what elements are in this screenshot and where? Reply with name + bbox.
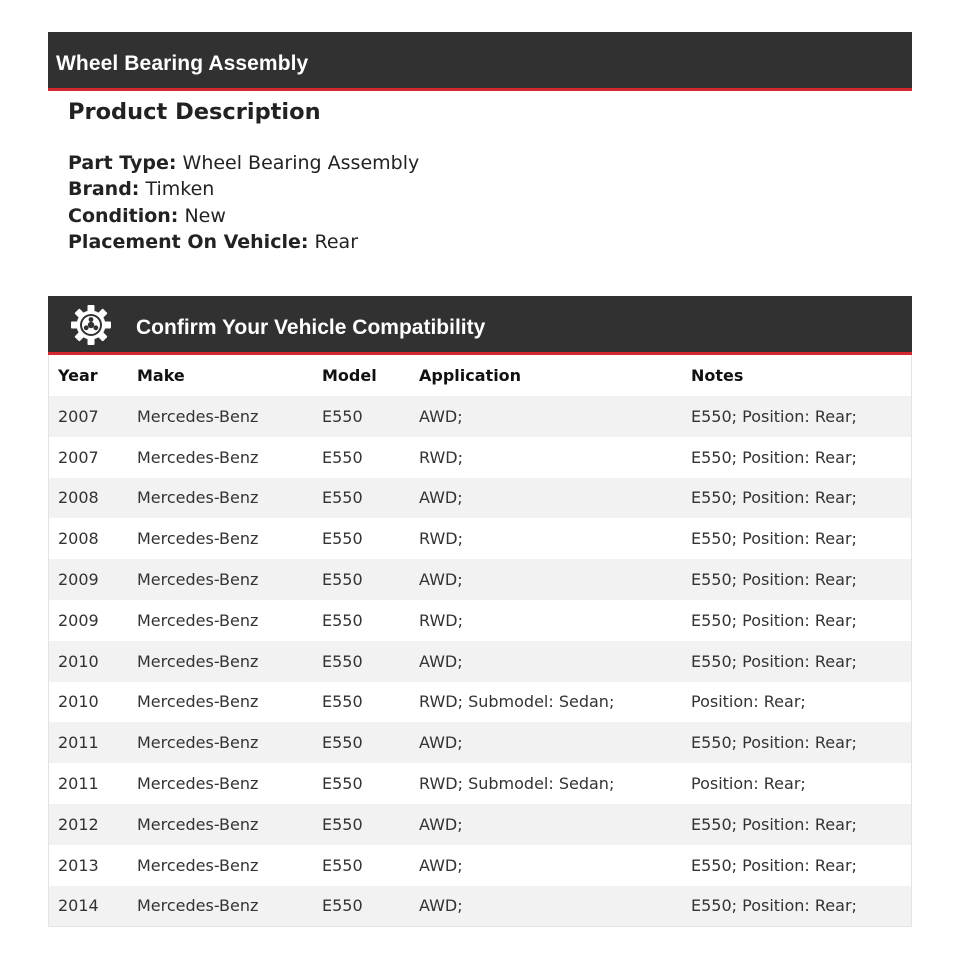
cell-model: E550 xyxy=(322,488,363,508)
column-header-make: Make xyxy=(137,366,185,385)
cell-model: E550 xyxy=(322,896,363,916)
cell-model: E550 xyxy=(322,529,363,549)
table-header-row xyxy=(49,355,911,396)
gear-icon xyxy=(70,304,112,346)
cell-application: AWD; xyxy=(419,651,463,671)
spec-part-type xyxy=(68,150,419,176)
cell-notes: E550; Position: Rear; xyxy=(691,733,857,753)
table-row xyxy=(49,437,911,478)
cell-application: RWD; xyxy=(419,529,463,549)
cell-make: Mercedes-Benz xyxy=(137,447,259,467)
cell-application: AWD; xyxy=(419,488,463,508)
table-row xyxy=(49,478,911,519)
compatibility-title: Confirm Your Vehicle Compatibility xyxy=(136,316,486,339)
cell-year: 2011 xyxy=(58,733,99,753)
spec-label: Condition: xyxy=(68,204,179,227)
cell-notes: E550; Position: Rear; xyxy=(691,570,857,590)
cell-application: AWD; xyxy=(419,814,463,834)
cell-make: Mercedes-Benz xyxy=(137,855,259,875)
spec-label: Part Type: xyxy=(68,152,177,174)
cell-model: E550 xyxy=(322,814,363,834)
compatibility-table xyxy=(48,355,912,927)
spec-brand xyxy=(68,176,419,202)
cell-model: E550 xyxy=(322,855,363,875)
table-row xyxy=(49,559,911,600)
cell-model: E550 xyxy=(322,774,363,794)
cell-notes: E550; Position: Rear; xyxy=(691,529,857,549)
spec-value: Timken xyxy=(145,178,215,201)
spec-value: New xyxy=(184,204,226,227)
cell-application: RWD; xyxy=(419,447,463,467)
cell-year: 2014 xyxy=(58,896,99,916)
cell-application: AWD; xyxy=(419,570,463,590)
cell-model: E550 xyxy=(322,610,363,630)
cell-year: 2013 xyxy=(58,855,99,875)
cell-notes: Position: Rear; xyxy=(691,774,806,794)
table-row xyxy=(49,518,911,559)
spec-label: Placement On Vehicle: xyxy=(68,230,309,253)
table-row xyxy=(49,396,911,437)
compatibility-header xyxy=(48,296,912,355)
cell-make: Mercedes-Benz xyxy=(137,570,259,590)
cell-make: Mercedes-Benz xyxy=(137,406,259,426)
cell-make: Mercedes-Benz xyxy=(137,651,259,671)
cell-year: 2009 xyxy=(58,570,99,590)
column-header-application: Application xyxy=(419,366,522,385)
cell-year: 2007 xyxy=(58,406,99,426)
table-row xyxy=(49,682,911,723)
description-heading: Product Description xyxy=(68,99,321,125)
table-row xyxy=(49,641,911,682)
column-header-notes: Notes xyxy=(691,366,744,385)
column-header-year: Year xyxy=(58,366,98,385)
cell-make: Mercedes-Benz xyxy=(137,896,259,916)
cell-notes: E550; Position: Rear; xyxy=(691,406,857,426)
cell-year: 2008 xyxy=(58,529,99,549)
cell-year: 2010 xyxy=(58,651,99,671)
spec-placement xyxy=(68,229,419,255)
spec-value: Wheel Bearing Assembly xyxy=(182,152,420,174)
spec-value: Rear xyxy=(314,230,359,253)
cell-model: E550 xyxy=(322,406,363,426)
table-row xyxy=(49,600,911,641)
cell-notes: Position: Rear; xyxy=(691,692,806,712)
table-row xyxy=(49,886,911,927)
cell-year: 2011 xyxy=(58,774,99,794)
cell-model: E550 xyxy=(322,570,363,590)
cell-model: E550 xyxy=(322,692,363,712)
table-row xyxy=(49,722,911,763)
cell-notes: E550; Position: Rear; xyxy=(691,447,857,467)
cell-notes: E550; Position: Rear; xyxy=(691,814,857,834)
title-bar xyxy=(48,32,912,91)
cell-make: Mercedes-Benz xyxy=(137,774,259,794)
cell-notes: E550; Position: Rear; xyxy=(691,651,857,671)
cell-notes: E550; Position: Rear; xyxy=(691,488,857,508)
page-title: Wheel Bearing Assembly xyxy=(56,52,309,75)
spec-list xyxy=(68,150,419,255)
cell-make: Mercedes-Benz xyxy=(137,610,259,630)
cell-year: 2012 xyxy=(58,814,99,834)
cell-application: AWD; xyxy=(419,855,463,875)
cell-model: E550 xyxy=(322,447,363,467)
cell-make: Mercedes-Benz xyxy=(137,733,259,753)
cell-make: Mercedes-Benz xyxy=(137,488,259,508)
cell-year: 2007 xyxy=(58,447,99,467)
cell-model: E550 xyxy=(322,733,363,753)
cell-application: RWD; Submodel: Sedan; xyxy=(419,692,615,712)
column-header-model: Model xyxy=(322,366,377,385)
cell-make: Mercedes-Benz xyxy=(137,814,259,834)
spec-label: Brand: xyxy=(68,178,140,201)
cell-application: AWD; xyxy=(419,896,463,916)
cell-make: Mercedes-Benz xyxy=(137,529,259,549)
cell-notes: E550; Position: Rear; xyxy=(691,855,857,875)
cell-application: AWD; xyxy=(419,733,463,753)
spec-condition xyxy=(68,203,419,229)
table-row xyxy=(49,763,911,804)
cell-application: RWD; Submodel: Sedan; xyxy=(419,774,615,794)
cell-year: 2008 xyxy=(58,488,99,508)
cell-notes: E550; Position: Rear; xyxy=(691,896,857,916)
cell-notes: E550; Position: Rear; xyxy=(691,610,857,630)
table-row xyxy=(49,845,911,886)
table-row xyxy=(49,804,911,845)
cell-year: 2010 xyxy=(58,692,99,712)
cell-model: E550 xyxy=(322,651,363,671)
cell-application: AWD; xyxy=(419,406,463,426)
cell-year: 2009 xyxy=(58,610,99,630)
product-description xyxy=(68,96,419,255)
cell-make: Mercedes-Benz xyxy=(137,692,259,712)
cell-application: RWD; xyxy=(419,610,463,630)
